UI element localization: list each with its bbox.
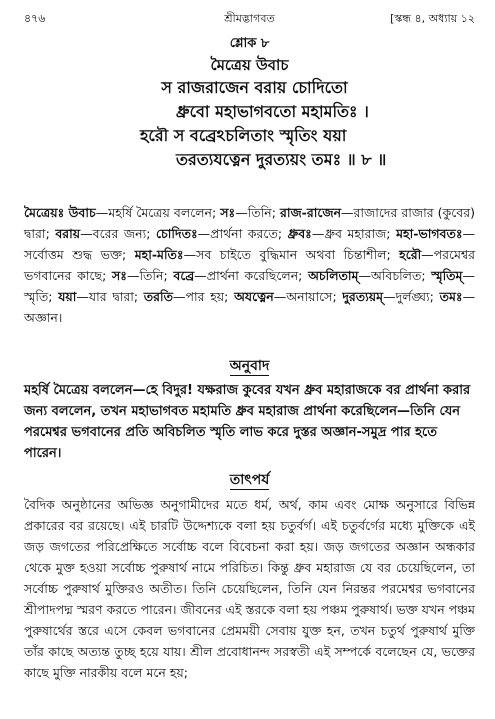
purport-heading: তাৎপর্য: [229, 472, 270, 488]
synonym-word: অচলিতাম্: [308, 268, 359, 283]
purport-paragraph: বৈদিক অনুষ্ঠানের অভিজ্ঞ অনুগামীদের মতে ধর্ম, অর্থ, কাম এবং মোক্ষ অনুসারে বিভিন্ন প্রকারের বর রয়েছে। এই চারটি উদ্দেশ্যকে বলা হয় চতুর্বর্গ। এই চতুর্বর্গের মধ্যে মুক্তিকে এই জড় জগতের পরিপ্রেক্ষিতে সর্বোচ্চ বলে বিবেচনা করা হয়। জড় জগতের অজ্ঞান অন্ধকার থেকে মুক্ত হওয়া সর্বোচ্চ পুরুষার্থ নামে পরিচিত। কিন্তু ধ্রুব মহারাজ যে বর চেয়েছিলেন, তা সর্বোচ্চ পুরুষার্থ মুক্তিরও অতীত। তিনি চেয়েছিলেন, তিনি যেন নিরন্তর পরমেশ্বর ভগবানের শ্রীপাদপদ্ম স্মরণ করতে পারেন। জীবনের এই স্তরকে বলা হয় পঞ্চম পুরুষার্থ। ভক্ত যখন পঞ্চম পুরুষার্থের স্তরে এসে কেবল ভগবানের প্রেমময়ী সেবায় যুক্ত হন, তখন চতুর্থ পুরুষার্থ মুক্তি তাঁর কাছে অত্যন্ত তুচ্ছ হয়ে যায়। শ্রীল প্রবোধানন্দ সরস্বতী এই সম্পর্কে বলেছেন যে, ভক্তের কাছে মুক্তি নারকীয় বলে মনে হয়;: [24, 497, 475, 680]
synonym-meaning: অজ্ঞান: [24, 310, 58, 325]
running-header: [24, 10, 475, 28]
synonym-meaning: প্রার্থনা করতে: [210, 226, 278, 241]
translation-heading: অনুবাদ: [229, 358, 270, 374]
synonym-meaning: পার হয়: [185, 289, 225, 304]
synonym-word: মহা-মতিঃ: [134, 247, 184, 262]
synonym-word: রাজ-রাজেন: [280, 205, 342, 220]
synonym-word: ধ্রুবঃ: [287, 226, 312, 241]
synonym-word: মহা-ভাগবতঃ: [396, 226, 463, 241]
verse-speaker: মৈত্রেয় উবাচ: [210, 56, 289, 74]
synonym-word: স্মৃতিম্: [431, 268, 463, 283]
synonym-meaning: বরের জন্য: [92, 226, 147, 241]
verse-line: ধ্রুবো মহাভাগবতো মহামতিঃ ।: [176, 102, 369, 121]
synonym-word: বব্রে: [173, 268, 195, 283]
synonym-word: অযত্নেন: [234, 289, 274, 304]
synonym-meaning: যার দ্বারা: [88, 289, 134, 304]
synonym-meaning: মহর্ষি মৈত্রেয় বললেন: [108, 205, 212, 220]
verse-line: তরত্যযত্নেন দুরত্যয়ং তমঃ ॥ ৮ ॥: [176, 150, 387, 169]
synonym-meaning: স্মৃতি: [24, 289, 49, 304]
synonym-meaning: সর্বোত্তম শুদ্ধ ভক্ত: [24, 247, 123, 262]
synonym-word: সঃ: [220, 205, 236, 220]
page-number: ৪৭৬: [24, 12, 46, 25]
synonym-meaning: অবিচলিত: [370, 268, 422, 283]
synonym-meaning: অনায়াসে: [286, 289, 333, 304]
verse-number: শ্লোক ৮: [229, 36, 270, 51]
translation-paragraph: মহর্ষি মৈত্রেয় বললেন—হে বিদুর! যক্ষরাজ কুবের যখন ধ্রুব মহারাজকে বর প্রার্থনা করার জন্য বললেন, তখন মহাভাগবত মহামতি ধ্রুব মহারাজ প্রার্থনা করেছিলেন—তিনি যেন পরমেশ্বর ভগবানের প্রতি অবিচলিত স্মৃতি লাভ করে দুস্তর অজ্ঞান-সমুদ্র পার হতে পারেন।: [24, 383, 471, 461]
synonyms-paragraph: মৈত্রেয়ঃ উবাচ—মহর্ষি মৈত্রেয় বললেন; সঃ—তিনি; রাজ-রাজেন—রাজাদের রাজার (কুবের) দ্বারা; বরায়—বরের জন্য; চোদিতঃ—প্রার্থনা করতে; ধ্রুবঃ—ধ্রুব মহারাজ; মহা-ভাগবতঃ—সর্বোত্তম শুদ্ধ ভক্ত; মহা-মতিঃ—সব চাইতে বুদ্ধিমান অথবা চিন্তাশীল; হরৌ—পরমেশ্বর ভগবানের কাছে; সঃ—তিনি; বব্রে—প্রার্থনা করেছিলেন; অচলিতাম্—অবিচলিত; স্মৃতিম্—স্মৃতি; যয়া—যার দ্বারা; তরতি—পার হয়; অযত্নেন—অনায়াসে; দুরত্যয়ম্—দুর্লঙ্ঘ্য; তমঃ—অজ্ঞান।: [24, 205, 476, 325]
synonym-meaning: প্রার্থনা করেছিলেন: [206, 268, 299, 283]
synonym-word: তরতি: [143, 289, 174, 304]
synonym-meaning: সব চাইতে বুদ্ধিমান অথবা চিন্তাশীল: [196, 247, 387, 262]
synonym-word: তমঃ: [439, 289, 463, 304]
synonym-meaning: ধ্রুব মহারাজ: [324, 226, 387, 241]
synonym-word: হরৌ: [399, 247, 422, 262]
synonym-meaning: পরমেশ্বর ভগবানের কাছে: [24, 247, 476, 283]
book-title: শ্রীমদ্ভাগবত: [224, 12, 275, 25]
synonym-word: বরায়: [55, 226, 81, 241]
chapter-reference: [স্কন্ধ ৪, অধ্যায় ১২: [390, 12, 475, 25]
verse-block: [24, 34, 475, 172]
synonym-meaning: দুর্লঙ্ঘ্য: [395, 289, 430, 304]
synonym-meaning: তিনি: [247, 205, 272, 220]
synonym-word: মৈত্রেয়ঃ উবাচ: [24, 205, 96, 220]
synonym-word: যয়া: [58, 289, 77, 304]
synonym-word: সঃ: [112, 268, 127, 283]
synonym-meaning: তিনি: [139, 268, 164, 283]
synonym-word: চোদিতঃ: [155, 226, 198, 241]
verse-line: স রাজরাজেন বরায় চোদিতো: [161, 78, 348, 97]
synonym-word: দুরত্যয়ম্: [342, 289, 384, 304]
verse-line: হরৌ স বব্রেঽচলিতাং স্মৃতিং যয়া: [140, 126, 347, 145]
synonym-meaning: রাজাদের রাজার (কুবের) দ্বারা: [24, 205, 475, 241]
